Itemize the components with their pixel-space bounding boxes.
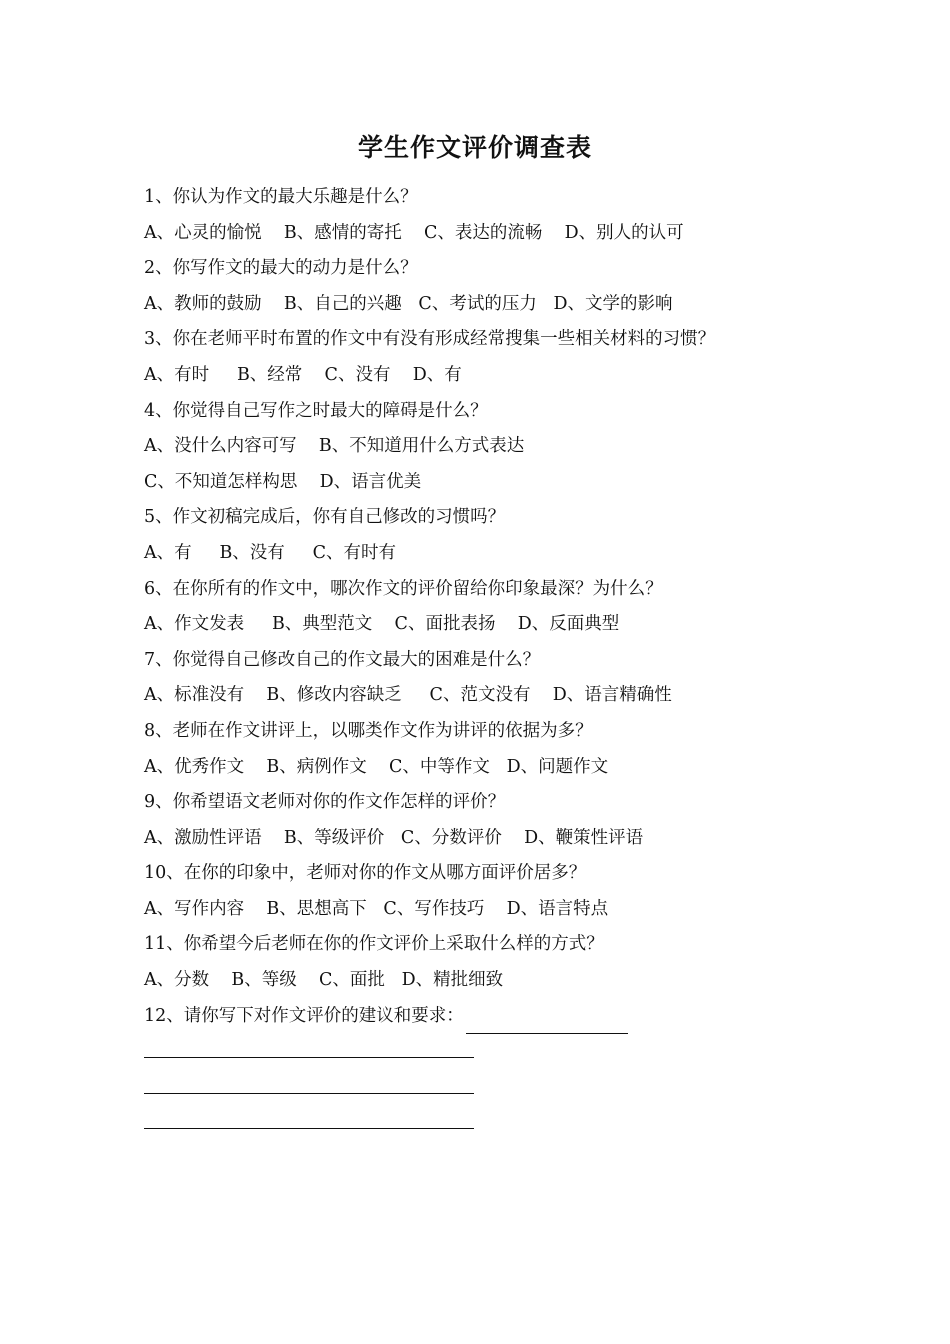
- answer-blank-line-1[interactable]: [144, 1034, 844, 1070]
- question-9: 9、你希望语文老师对你的作文作怎样的评价？: [144, 792, 506, 813]
- answer-options-9: A、激励性评语 B、等级评价 C、分数评价 D、鞭策性评语: [144, 827, 644, 848]
- question-12: 12、请你写下对作文评价的建议和要求：: [144, 1005, 464, 1026]
- answer-options-3: A、有时 B、经常 C、没有 D、有: [144, 364, 462, 385]
- answer-blank-line-3[interactable]: [144, 1105, 844, 1141]
- question-5: 5、作文初稿完成后，你有自己修改的习惯吗？: [144, 507, 506, 528]
- question-11: 11、你希望今后老师在你的作文评价上采取什么样的方式？: [144, 934, 604, 955]
- survey-questions: [144, 180, 844, 1141]
- answer-options-6: A、作文发表 B、典型范文 C、面批表扬 D、反面典型: [144, 614, 620, 635]
- question-10: 10、在你的印象中，老师对你的作文从哪方面评价居多？: [144, 863, 587, 884]
- underline-rule: [144, 1057, 474, 1058]
- answer-blank-inline[interactable]: [466, 1010, 628, 1034]
- answer-options-10: A、写作内容 B、思想高下 C、写作技巧 D、语言特点: [144, 898, 609, 919]
- answer-options-1: A、心灵的愉悦 B、感情的寄托 C、表达的流畅 D、别人的认可: [144, 222, 684, 243]
- question-8: 8、老师在作文讲评上，以哪类作文作为讲评的依据为多？: [144, 720, 593, 741]
- question-7: 7、你觉得自己修改自己的作文最大的困难是什么？: [144, 649, 541, 670]
- answer-options-4b: C、不知道怎样构思 D、语言优美: [144, 471, 422, 492]
- answer-options-4a: A、没什么内容可写 B、不知道用什么方式表达: [144, 436, 525, 457]
- question-1: 1、你认为作文的最大乐趣是什么？: [144, 187, 418, 207]
- question-3: 3、你在老师平时布置的作文中有没有形成经常搜集一些相关材料的习惯？: [144, 329, 716, 350]
- question-12-row: [144, 999, 844, 1035]
- page-title: 学生作文评价调查表: [357, 133, 592, 162]
- answer-options-8: A、优秀作文 B、病例作文 C、中等作文 D、问题作文: [144, 756, 609, 777]
- answer-options-5: A、有 B、没有 C、有时有: [144, 542, 397, 563]
- answer-options-7: A、标准没有 B、修改内容缺乏 C、范文没有 D、语言精确性: [144, 685, 672, 706]
- question-6: 6、在你所有的作文中，哪次作文的评价留给你印象最深？为什么？: [144, 578, 663, 599]
- question-2: 2、你写作文的最大的动力是什么？: [144, 258, 418, 279]
- answer-options-2: A、教师的鼓励 B、自己的兴趣 C、考试的压力 D、文学的影响: [144, 293, 673, 314]
- answer-options-11: A、分数 B、等级 C、面批 D、精批细致: [144, 970, 504, 991]
- question-4: 4、你觉得自己写作之时最大的障碍是什么？: [144, 400, 488, 421]
- answer-blank-line-2[interactable]: [144, 1070, 844, 1106]
- underline-rule: [144, 1093, 474, 1094]
- underline-rule: [144, 1128, 474, 1129]
